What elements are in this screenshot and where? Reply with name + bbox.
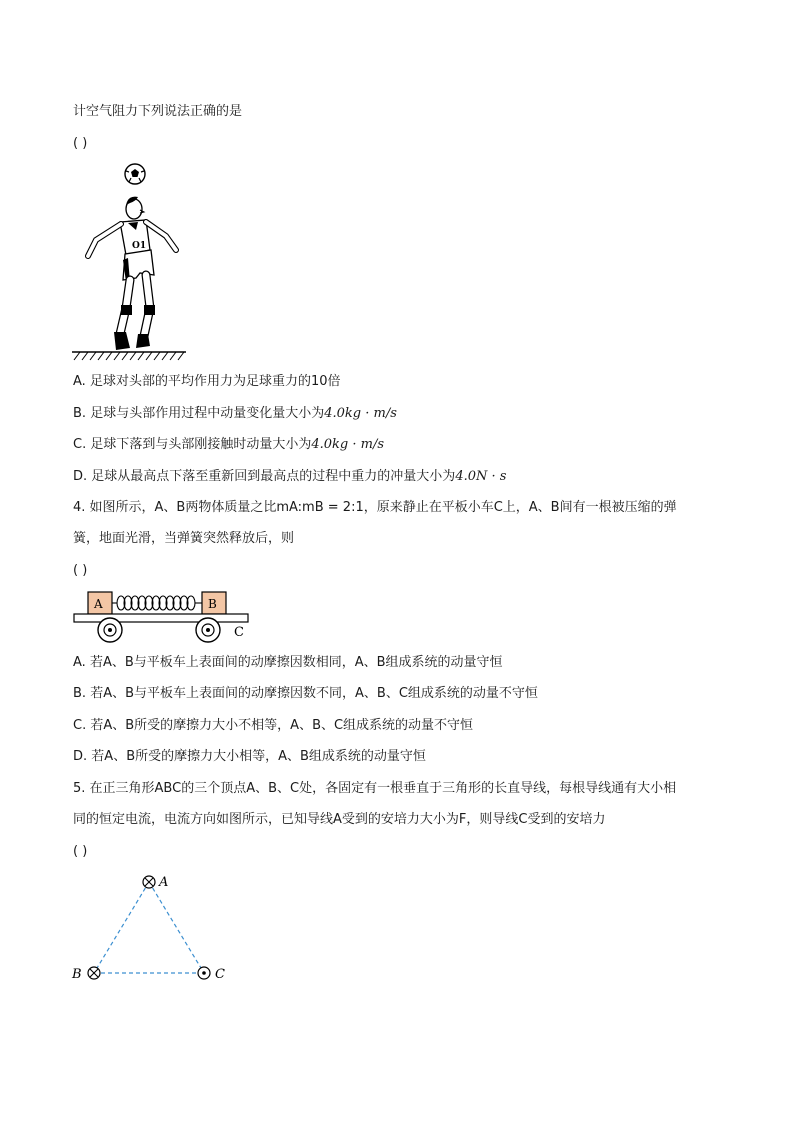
vertex-c-label: C [215,967,225,982]
cart-wheel-right [196,618,220,642]
q3-option-a[interactable]: A. 足球对头部的平均作用力为足球重力的10倍 [73,374,341,389]
q4-option-d[interactable]: D. 若A、B所受的摩擦力大小相等，A、B组成系统的动量守恒 [73,749,426,764]
triangle-dashed-lines [94,882,204,973]
cart-wheel-left [98,618,122,642]
q4-answer-paren: ( ) [73,563,88,578]
vertex-b-label: B [72,967,82,982]
q4-option-a[interactable]: A. 若A、B与平板车上表面间的动摩擦因数相同，A、B组成系统的动量守恒 [73,655,503,670]
block-b-label: B [208,597,217,611]
q3-answer-paren: ( ) [73,136,88,151]
triangle-wires-figure [68,866,238,988]
q3-option-d[interactable]: D. 足球从最高点下落至重新回到最高点的过程中重力的冲量大小为4.0N · s [73,469,507,484]
block-a-label: A [94,597,103,611]
soccer-player-figure [68,160,196,365]
q3-option-c[interactable]: C. 足球下落到与头部刚接触时动量大小为4.0kg · m/s [73,437,385,452]
dot-circle-icon [198,967,210,979]
spring [112,596,202,610]
q4-option-c[interactable]: C. 若A、B所受的摩擦力大小不相等，A、B、C组成系统的动量不守恒 [73,718,474,733]
cart-spring-figure [70,588,252,646]
q4-stem-line2: 簧，地面光滑，当弹簧突然释放后，则 [73,531,295,546]
q3-stem-tail: 计空气阻力下列说法正确的是 [73,104,243,119]
q4-option-b[interactable]: B. 若A、B与平板车上表面间的动摩擦因数不同，A、B、C组成系统的动量不守恒 [73,686,538,701]
q5-stem-line1: 5. 在正三角形ABC的三个顶点A、B、C处，各固定有一根垂直于三角形的长直导线，每根导线通有大小相 [73,781,677,796]
cart-platform [74,614,248,622]
q5-stem-line2: 同的恒定电流，电流方向如图所示，已知导线A受到的安培力大小为F，则导线C受到的安培力 [73,812,606,827]
soccer-ball-icon [125,164,145,184]
cross-circle-icon [88,967,100,979]
q4-stem-line1: 4. 如图所示，A、B两物体质量之比mA:mB = 2:1，原来静止在平板小车C上，A、B间有一根被压缩的弹 [73,500,677,515]
svg-text:O1: O1 [132,241,147,251]
q5-answer-paren: ( ) [73,844,88,859]
cart-label: C [234,625,244,640]
q3-option-b[interactable]: B. 足球与头部作用过程中动量变化量大小为4.0kg · m/s [73,406,397,421]
vertex-a-label: A [159,875,169,890]
cross-circle-icon [143,876,155,888]
